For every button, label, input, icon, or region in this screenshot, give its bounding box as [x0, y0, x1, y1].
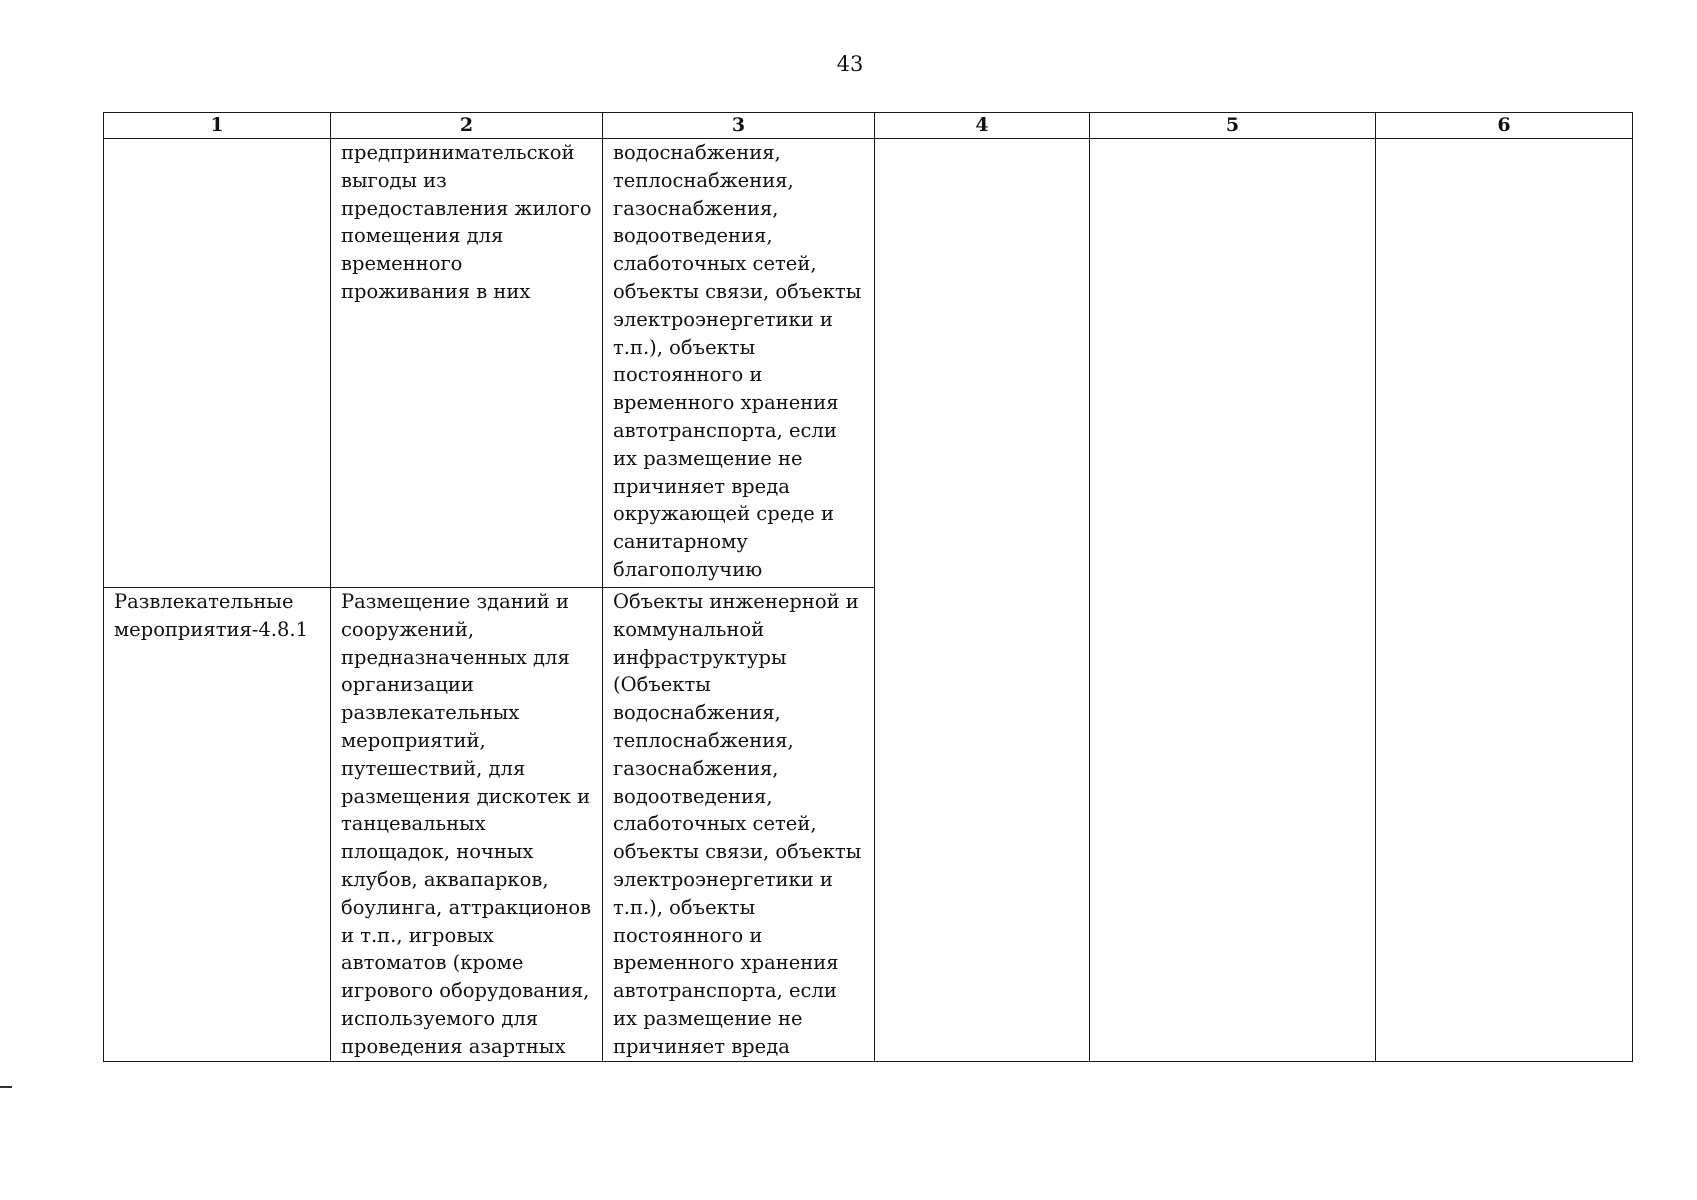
table-row: [104, 139, 1633, 588]
cell-text-line: предпринимательской: [341, 141, 575, 164]
cell-text-line: путешествий, для: [341, 756, 526, 780]
cell-text-line: помещения для: [341, 224, 504, 248]
cell-text-line: электроэнергетики и: [613, 307, 833, 331]
cell-text-line: игрового оборудования,: [341, 979, 590, 1003]
col5-cell: [1090, 139, 1376, 1062]
cell-text-line: водоотведения,: [613, 224, 773, 248]
cell-text-line: теплоснабжения,: [613, 168, 794, 192]
cell-text-line: постоянного и: [613, 363, 763, 387]
cell-text-line: благополучию: [613, 557, 763, 581]
cell-text-line: временного хранения: [613, 951, 839, 975]
cell-text-line: автоматов (кроме: [341, 951, 524, 975]
cell-text-line: используемого для: [341, 1006, 539, 1030]
cell-text-line: водоснабжения,: [613, 141, 781, 164]
cell-text-line: (Объекты: [613, 673, 711, 697]
row1-col2-cell: [331, 139, 603, 588]
cell-text-line: слаботочных сетей,: [613, 252, 817, 276]
row2-col3-cell: [603, 588, 875, 1062]
table-header-row: [104, 113, 1633, 139]
cell-text-line: проведения азартных: [341, 1034, 566, 1058]
page-number: 43: [836, 52, 864, 76]
cell-text-line: причиняет вреда: [613, 474, 790, 498]
cell-text-line: боулинга, аттракционов: [341, 895, 592, 919]
cell-text-line: временного хранения: [613, 391, 839, 415]
cell-text-line: и т.п., игровых: [341, 923, 494, 947]
cell-text-line: причиняет вреда: [613, 1034, 790, 1058]
cell-text-line: их размещение не: [613, 446, 803, 470]
cell-text-line: их размещение не: [613, 1006, 803, 1030]
cell-text-line: Объекты инженерной и: [613, 590, 859, 613]
cell-text-line: Развлекательные: [114, 590, 294, 613]
cell-text-line: коммунальной: [613, 617, 765, 641]
cell-text-line: объекты связи, объекты: [613, 279, 862, 303]
cell-text-line: автотранспорта, если: [613, 418, 837, 442]
header-col-2: 2: [331, 113, 603, 139]
cell-text-line: площадок, ночных: [341, 840, 534, 864]
cell-text-line: теплоснабжения,: [613, 728, 794, 752]
cell-text-line: слаботочных сетей,: [613, 812, 817, 836]
cell-text-line: размещения дискотек и: [341, 784, 591, 808]
cell-text-line: мероприятия-4.8.1: [114, 617, 309, 641]
cell-text-line: газоснабжения,: [613, 196, 779, 220]
header-col-3: 3: [603, 113, 875, 139]
cell-text-line: выгоды из: [341, 168, 447, 192]
cell-text-line: Размещение зданий и: [341, 590, 569, 613]
header-col-5: 5: [1090, 113, 1376, 139]
cell-text-line: газоснабжения,: [613, 756, 779, 780]
cell-text-line: организации: [341, 673, 474, 697]
cell-text-line: окружающей среде и: [613, 502, 834, 526]
cell-text-line: объекты связи, объекты: [613, 840, 862, 864]
cell-text-line: инфраструктуры: [613, 645, 787, 669]
cell-text-line: временного: [341, 252, 463, 276]
cell-text-line: постоянного и: [613, 923, 763, 947]
cell-text-line: электроэнергетики и: [613, 867, 833, 891]
cell-text-line: автотранспорта, если: [613, 979, 837, 1003]
cell-text-line: водоснабжения,: [613, 701, 781, 725]
header-col-1: 1: [104, 113, 331, 139]
cell-text-line: сооружений,: [341, 617, 475, 641]
row1-col3-cell: [603, 139, 875, 588]
cell-text-line: развлекательных: [341, 701, 520, 725]
row1-col1-cell: [104, 139, 331, 588]
scan-margin-mark: [0, 1086, 12, 1088]
header-col-6: 6: [1376, 113, 1633, 139]
col4-cell: [875, 139, 1090, 1062]
cell-text-line: водоотведения,: [613, 784, 773, 808]
row2-col2-cell: [331, 588, 603, 1062]
cell-text-line: санитарному: [613, 530, 748, 554]
cell-text-line: клубов, аквапарков,: [341, 867, 549, 891]
row2-col1-cell: [104, 588, 331, 1062]
cell-text-line: проживания в них: [341, 279, 531, 303]
land-use-table: [103, 112, 1633, 1062]
cell-text-line: мероприятий,: [341, 728, 486, 752]
cell-text-line: танцевальных: [341, 812, 486, 836]
cell-text-line: т.п.), объекты: [613, 895, 756, 919]
header-col-4: 4: [875, 113, 1090, 139]
col6-cell: [1376, 139, 1633, 1062]
cell-text-line: предоставления жилого: [341, 196, 592, 220]
cell-text-line: т.п.), объекты: [613, 335, 756, 359]
cell-text-line: предназначенных для: [341, 645, 570, 669]
